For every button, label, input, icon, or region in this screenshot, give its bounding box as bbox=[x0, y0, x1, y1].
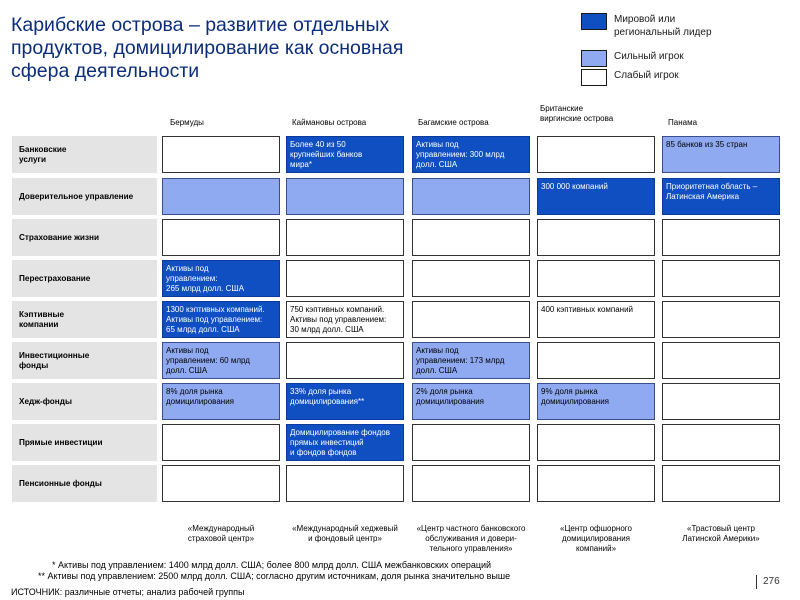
footnote-2: ** Активы под управлением: 2500 млрд долл. США; согласно другим источникам, доля рынка значительно выше bbox=[38, 571, 511, 581]
matrix-cell-weak bbox=[537, 136, 655, 173]
column-footer-note: «Центр частного банковского обслуживания и довери- тельного управления» bbox=[416, 524, 526, 553]
row-label bbox=[12, 260, 157, 297]
matrix-cell-weak bbox=[537, 260, 655, 297]
matrix-cell-leader: Активы под управлением: 265 млрд долл. США bbox=[162, 260, 280, 297]
column-header: Багамские острова bbox=[418, 118, 489, 127]
footnotes bbox=[38, 560, 510, 582]
matrix-cell-weak bbox=[162, 219, 280, 256]
matrix-cell-leader: Более 40 из 50 крупнейших банков мира* bbox=[286, 136, 404, 173]
page-title-line-1: Карибские острова – развитие отдельных bbox=[11, 14, 390, 36]
matrix-cell-weak bbox=[162, 465, 280, 502]
matrix-cell-weak bbox=[662, 301, 780, 338]
matrix-cell-weak bbox=[537, 219, 655, 256]
matrix-cell-strong: Активы под управлением: 173 млрд долл. США bbox=[412, 342, 530, 379]
matrix-cell-leader: Активы под управлением: 300 млрд долл. США bbox=[412, 136, 530, 173]
matrix-cell-weak bbox=[662, 219, 780, 256]
source-note: ИСТОЧНИК: различные отчеты; анализ рабочей группы bbox=[11, 587, 245, 597]
page-title-line-2: продуктов, домицилирование как основная bbox=[11, 37, 404, 59]
legend-label-strong: Сильный игрок bbox=[614, 51, 684, 62]
row-label bbox=[12, 219, 157, 256]
legend-label-weak: Слабый игрок bbox=[614, 70, 679, 81]
row-label-text: Прямые инвестиции bbox=[19, 437, 103, 447]
matrix-cell-weak bbox=[662, 260, 780, 297]
row-label bbox=[12, 178, 157, 215]
matrix-cell-weak bbox=[412, 465, 530, 502]
row-label-text: Доверительное управление bbox=[19, 191, 134, 201]
matrix-cell-strong bbox=[412, 178, 530, 215]
row-label-text: Пенсионные фонды bbox=[19, 478, 102, 488]
matrix-cell-strong bbox=[286, 178, 404, 215]
page-title-line-3: сфера деятельности bbox=[11, 60, 200, 82]
matrix-cell-strong bbox=[162, 178, 280, 215]
matrix-cell-leader: Домицилирование фондов прямых инвестиций и фондов фондов bbox=[286, 424, 404, 461]
matrix-cell-weak bbox=[286, 465, 404, 502]
matrix-cell-leader: 33% доля рынка домицилирования** bbox=[286, 383, 404, 420]
matrix-cell-weak bbox=[162, 136, 280, 173]
matrix-cell-strong: 2% доля рынка домицилирования bbox=[412, 383, 530, 420]
footnote-1: * Активы под управлением: 1400 млрд долл. США; более 800 млрд долл. США межбанковских операций bbox=[52, 560, 492, 570]
matrix-cell-leader: Приоритетная область – Латинская Америка bbox=[662, 178, 780, 215]
matrix-cell-weak bbox=[412, 301, 530, 338]
matrix-cell-weak bbox=[286, 219, 404, 256]
matrix-cell-weak bbox=[286, 260, 404, 297]
matrix-cell-weak bbox=[412, 219, 530, 256]
matrix-cell-weak bbox=[412, 260, 530, 297]
matrix-cell-weak bbox=[662, 342, 780, 379]
matrix-cell-weak bbox=[662, 465, 780, 502]
column-footer-note: «Центр офшорного домицилирования компаний» bbox=[560, 524, 632, 553]
matrix-cell-weak bbox=[537, 342, 655, 379]
row-label-text: Инвестиционные фонды bbox=[19, 350, 90, 370]
matrix-cell-leader: 1300 кэптивных компаний. Активы под управлением: 65 млрд долл. США bbox=[162, 301, 280, 338]
column-footer-note: «Международный хеджевый и фондовый центр» bbox=[292, 524, 398, 543]
column-header: Каймановы острова bbox=[292, 118, 367, 127]
page-number-value: 276 bbox=[763, 576, 780, 587]
row-label bbox=[12, 465, 157, 502]
matrix-cell-weak bbox=[412, 424, 530, 461]
matrix-cell-weak: 750 кэптивных компаний. Активы под управлением: 30 млрд долл. США bbox=[286, 301, 404, 338]
matrix-cell-weak bbox=[662, 383, 780, 420]
column-header: Панама bbox=[668, 118, 698, 127]
matrix-cell-strong: Активы под управлением: 60 млрд долл. США bbox=[162, 342, 280, 379]
column-header: Бермуды bbox=[170, 118, 204, 127]
row-label bbox=[12, 424, 157, 461]
matrix-cell-strong: 8% доля рынка домицилирования bbox=[162, 383, 280, 420]
matrix-cell-weak bbox=[537, 465, 655, 502]
row-label bbox=[12, 383, 157, 420]
page-number-divider bbox=[756, 575, 757, 589]
column-footer-note: «Трастовый центр Латинской Америки» bbox=[682, 524, 760, 543]
legend-label-leader: Мировой или региональный лидер bbox=[614, 14, 712, 38]
row-label bbox=[12, 301, 157, 338]
matrix-cell-strong: 9% доля рынка домицилирования bbox=[537, 383, 655, 420]
matrix-cell-leader: 300 000 компаний bbox=[537, 178, 655, 215]
row-label-text: Перестрахование bbox=[19, 273, 91, 283]
matrix-cell-weak: 400 кэптивных компаний bbox=[537, 301, 655, 338]
row-label-text: Хедж-фонды bbox=[19, 396, 72, 406]
matrix-cell-strong: 85 банков из 35 стран bbox=[662, 136, 780, 173]
row-label-text: Страхование жизни bbox=[19, 232, 99, 242]
row-label bbox=[12, 136, 157, 173]
column-header: Британские виргинские острова bbox=[540, 104, 614, 123]
row-label bbox=[12, 342, 157, 379]
row-label-text: Банковские услуги bbox=[19, 144, 67, 164]
column-footer-note: «Международный страховой центр» bbox=[187, 524, 255, 543]
matrix-cell-weak bbox=[537, 424, 655, 461]
matrix-cell-weak bbox=[662, 424, 780, 461]
matrix-cell-weak bbox=[286, 342, 404, 379]
matrix-cell-weak bbox=[162, 424, 280, 461]
row-label-text: Кэптивные компании bbox=[19, 309, 65, 329]
